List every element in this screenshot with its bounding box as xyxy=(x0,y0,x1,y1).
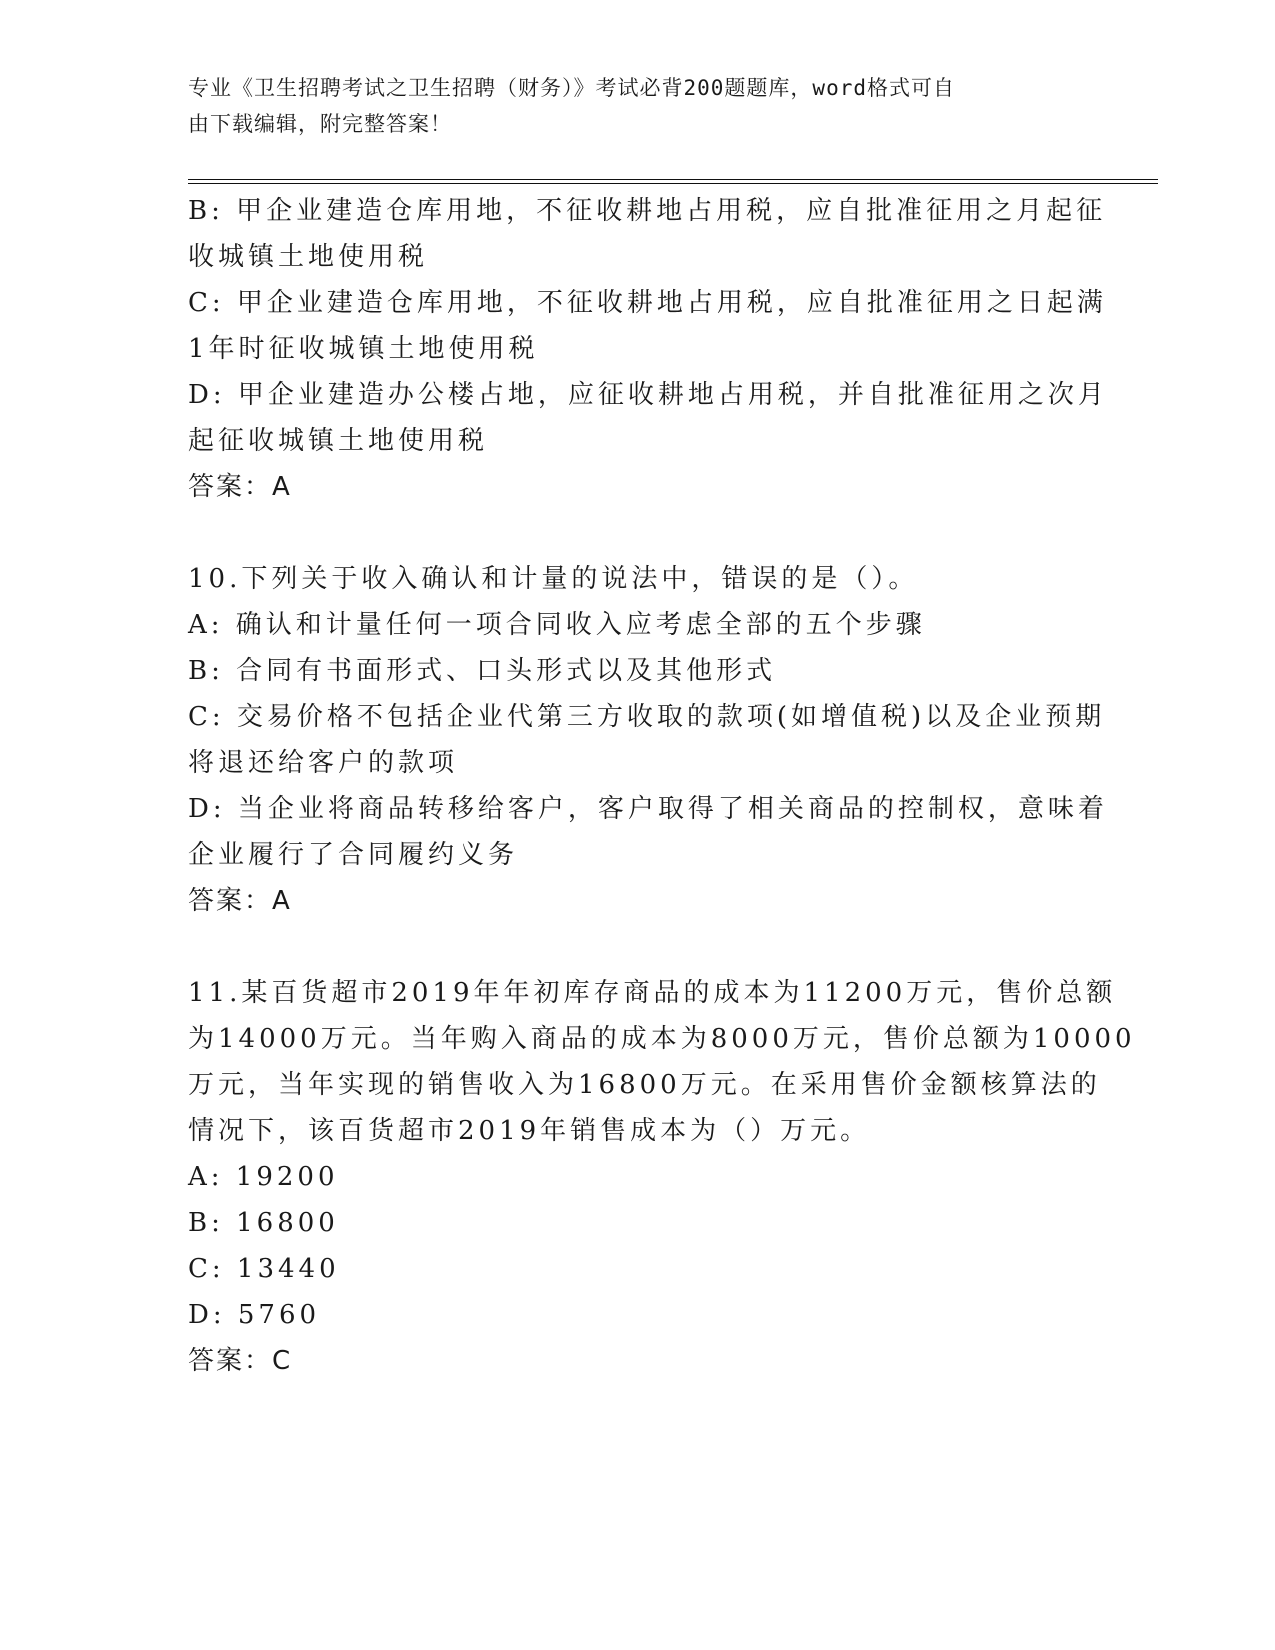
q10-option-c-line-1: C: 交易价格不包括企业代第三方收取的款项(如增值税)以及企业预期 xyxy=(188,702,1106,732)
document-header xyxy=(188,70,1068,142)
q11-option-c: C: 13440 xyxy=(188,1254,340,1284)
header-line-1: 专业《卫生招聘考试之卫生招聘（财务）》考试必背200题题库，word格式可自 xyxy=(188,76,955,100)
q9-option-c-line-1: C: 甲企业建造仓库用地，不征收耕地占用税，应自批准征用之日起满 xyxy=(188,288,1107,318)
q10-option-b: B: 合同有书面形式、口头形式以及其他形式 xyxy=(188,656,777,686)
q10-option-d-line-1: D: 当企业将商品转移给客户，客户取得了相关商品的控制权，意味着 xyxy=(188,794,1108,824)
question-10 xyxy=(188,556,1108,924)
q11-stem-line-2: 为14000万元。当年购入商品的成本为8000万元，售价总额为10000 xyxy=(188,1024,1136,1054)
q11-stem-line-3: 万元，当年实现的销售收入为16800万元。在采用售价金额核算法的 xyxy=(188,1070,1101,1100)
question-11 xyxy=(188,970,1136,1384)
question-content xyxy=(188,188,1136,1384)
q11-option-b: B: 16800 xyxy=(188,1208,339,1238)
q9-option-b-line-1: B: 甲企业建造仓库用地，不征收耕地占用税，应自批准征用之月起征 xyxy=(188,196,1107,226)
q10-stem: 10.下列关于收入确认和计量的说法中，错误的是（）。 xyxy=(188,564,919,594)
q10-option-c-line-2: 将退还给客户的款项 xyxy=(188,748,459,778)
q9-option-d-line-2: 起征收城镇土地使用税 xyxy=(188,426,489,456)
q9-option-d-line-1: D: 甲企业建造办公楼占地，应征收耕地占用税，并自批准征用之次月 xyxy=(188,380,1108,410)
header-divider-bottom xyxy=(188,183,1158,184)
header-line-2: 由下载编辑，附完整答案！ xyxy=(188,112,452,136)
q10-option-a: A: 确认和计量任何一项合同收入应考虑全部的五个步骤 xyxy=(188,610,926,640)
question-9 xyxy=(188,188,1108,510)
spacer xyxy=(188,924,1088,970)
q11-option-d: D: 5760 xyxy=(188,1300,321,1330)
q9-option-b-line-2: 收城镇土地使用税 xyxy=(188,242,429,272)
q11-stem-line-1: 11.某百货超市2019年年初库存商品的成本为11200万元，售价总额 xyxy=(188,978,1117,1008)
spacer xyxy=(188,510,1088,556)
header-divider-top xyxy=(188,179,1158,180)
q11-answer: 答案：C xyxy=(188,1346,293,1376)
q10-option-d-line-2: 企业履行了合同履约义务 xyxy=(188,840,519,870)
q11-stem-line-4: 情况下，该百货超市2019年销售成本为（）万元。 xyxy=(188,1116,871,1146)
q11-option-a: A: 19200 xyxy=(188,1162,339,1192)
q9-answer: 答案：A xyxy=(188,472,292,502)
q10-answer: 答案：A xyxy=(188,886,292,916)
q9-option-c-line-2: 1年时征收城镇土地使用税 xyxy=(188,334,539,364)
